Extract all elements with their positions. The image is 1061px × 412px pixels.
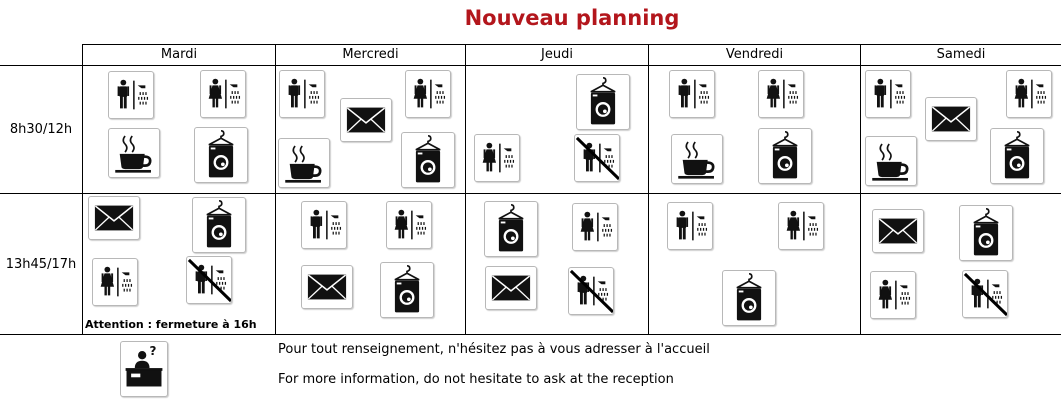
info-text-fr: Pour tout renseignement, n'hésitez pas à vous adresser à l'accueil	[278, 342, 710, 357]
shower-closed-icon	[574, 134, 620, 182]
shower-men-icon	[669, 70, 715, 118]
page-title: Nouveau planning	[464, 6, 680, 30]
day-header-thursday: Jeudi	[541, 47, 573, 62]
shower-men-icon	[667, 202, 713, 250]
shower-women-icon	[386, 201, 432, 249]
day-header-saturday: Samedi	[936, 47, 986, 62]
info-text-en: For more information, do not hesitate to ask at the reception	[278, 372, 674, 387]
grid-line-col1	[275, 44, 276, 335]
shower-men-icon	[301, 201, 347, 249]
laundry-icon	[722, 270, 776, 326]
shower-closed-icon	[186, 256, 232, 304]
shower-women-icon	[572, 203, 618, 251]
day-header-friday: Vendredi	[725, 47, 784, 62]
day-header-tuesday: Mardi	[160, 47, 198, 62]
shower-men-icon	[108, 71, 154, 119]
svg-text:?: ?	[149, 344, 157, 359]
grid-line-col3	[648, 44, 649, 335]
shower-women-icon	[92, 258, 138, 306]
closing-note: Attention : fermeture à 16h	[85, 318, 257, 331]
mail-icon	[872, 209, 924, 253]
grid-line-col4	[860, 44, 861, 335]
laundry-icon	[959, 205, 1013, 261]
laundry-icon	[990, 128, 1044, 184]
grid-line-col2	[465, 44, 466, 335]
coffee-icon	[671, 134, 723, 184]
shower-men-icon	[279, 70, 325, 118]
shower-women-icon	[200, 70, 246, 118]
shower-women-icon	[778, 202, 824, 250]
shower-women-icon	[405, 70, 451, 118]
laundry-icon	[576, 74, 630, 130]
shower-women-icon	[870, 271, 916, 319]
shower-closed-icon	[568, 267, 614, 315]
shower-closed-icon	[962, 270, 1008, 318]
mail-icon	[485, 266, 537, 310]
laundry-icon	[380, 262, 434, 318]
grid-line-middle	[0, 193, 1061, 194]
laundry-icon	[401, 132, 455, 188]
grid-line-header	[0, 65, 1061, 66]
reception-icon	[120, 341, 168, 397]
mail-icon	[301, 265, 353, 309]
grid-line-bottom	[0, 334, 1061, 335]
shower-women-icon	[1006, 70, 1052, 118]
laundry-icon	[194, 127, 248, 183]
coffee-icon	[865, 136, 917, 186]
mail-icon	[925, 97, 977, 141]
laundry-icon	[758, 128, 812, 184]
shower-men-icon	[865, 70, 911, 118]
laundry-icon	[484, 201, 538, 257]
coffee-icon	[278, 138, 330, 188]
coffee-icon	[108, 128, 160, 178]
day-header-wednesday: Mercredi	[342, 47, 399, 62]
slot-label-afternoon: 13h45/17h	[5, 257, 77, 272]
mail-icon	[88, 196, 140, 240]
shower-women-icon	[474, 134, 520, 182]
grid-line-col0	[82, 44, 83, 335]
shower-women-icon	[758, 70, 804, 118]
mail-icon	[340, 98, 392, 142]
slot-label-morning: 8h30/12h	[9, 122, 73, 137]
laundry-icon	[192, 197, 246, 253]
